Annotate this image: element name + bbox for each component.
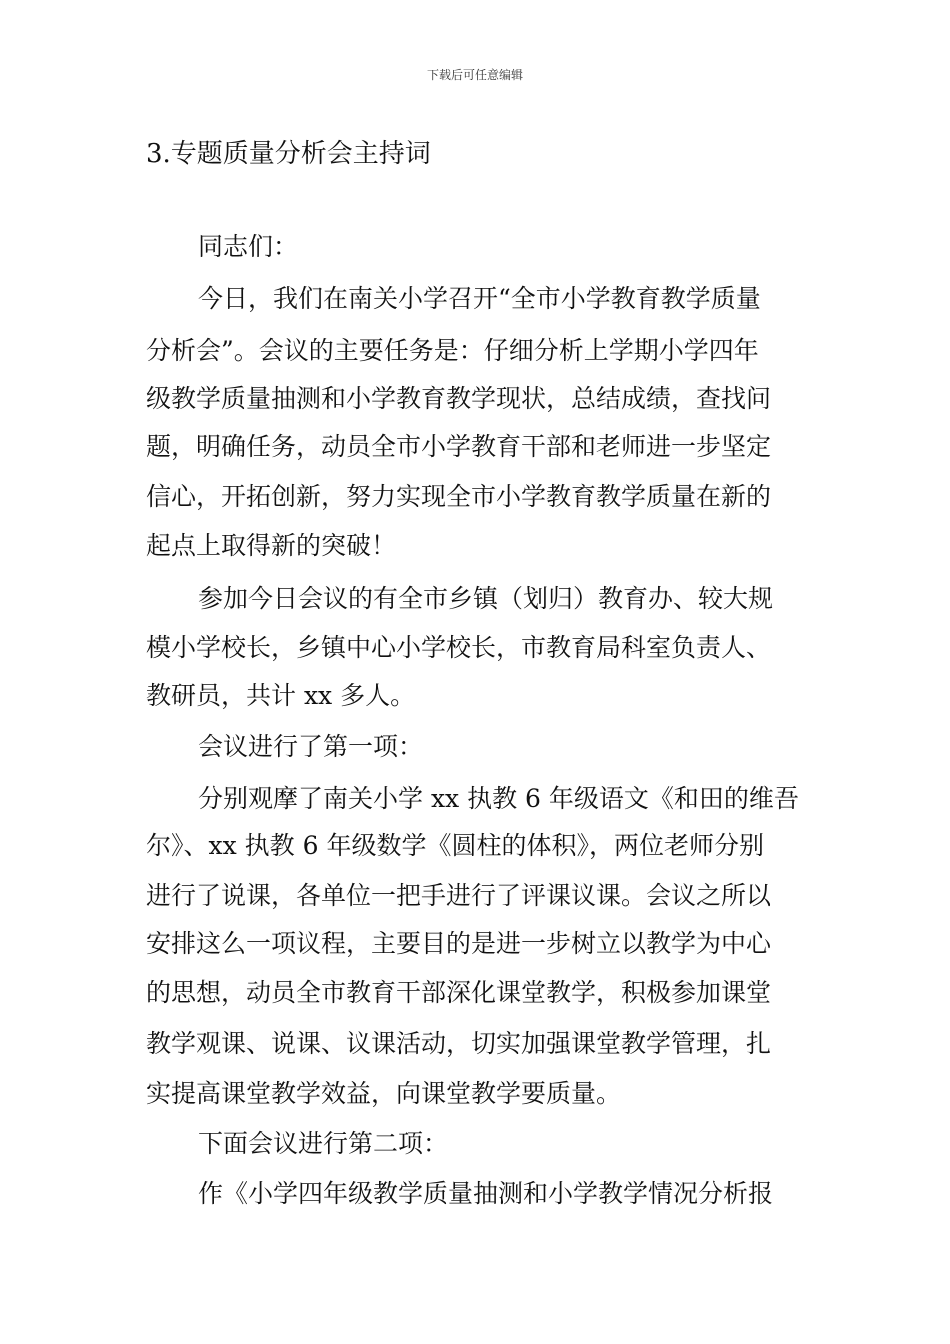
paragraph-line: 教研员，共计 xx 多人。 — [146, 681, 416, 710]
paragraph-line: 起点上取得新的突破！ — [146, 531, 397, 560]
paragraph-line: 分析会”。会议的主要任务是：仔细分析上学期小学四年 — [146, 336, 759, 365]
header-note: 下载后可任意编辑 — [426, 68, 523, 82]
paragraph-line: 教学观课、说课、议课活动，切实加强课堂教学管理，扎 — [146, 1029, 772, 1058]
paragraph-line: 模小学校长，乡镇中心小学校长，市教育局科室负责人、 — [146, 633, 772, 662]
paragraph-line: 级教学质量抽测和小学教育教学现状，总结成绩，查找问 — [146, 384, 772, 413]
paragraph-line: 参加今日会议的有全市乡镇（划归）教育办、较大规 — [198, 584, 774, 613]
paragraph-line: 安排这么一项议程，主要目的是进一步树立以教学为中心 — [146, 929, 772, 958]
paragraph-line: 会议进行了第一项： — [198, 732, 424, 761]
paragraph-line: 今日，我们在南关小学召开“全市小学教育教学质量 — [198, 284, 761, 313]
salutation: 同志们： — [198, 232, 299, 261]
paragraph-line: 作《小学四年级教学质量抽测和小学教学情况分析报 — [198, 1179, 774, 1208]
paragraph-line: 的思想，动员全市教育干部深化课堂教学，积极参加课堂 — [146, 978, 772, 1007]
paragraph-line: 下面会议进行第二项： — [198, 1129, 449, 1158]
paragraph-line: 题，明确任务，动员全市小学教育干部和老师进一步坚定 — [146, 432, 772, 461]
paragraph-line: 尔》、xx 执教 6 年级数学《圆柱的体积》，两位老师分别 — [146, 831, 764, 860]
document-title: 3.专题质量分析会主持词 — [146, 139, 431, 169]
paragraph-line: 信心，开拓创新，努力实现全市小学教育教学质量在新的 — [146, 482, 772, 511]
paragraph-line: 分别观摩了南关小学 xx 执教 6 年级语文《和田的维吾 — [198, 784, 799, 813]
paragraph-line: 实提高课堂教学效益，向课堂教学要质量。 — [146, 1079, 622, 1108]
paragraph-line: 进行了说课，各单位一把手进行了评课议课。会议之所以 — [146, 881, 772, 910]
